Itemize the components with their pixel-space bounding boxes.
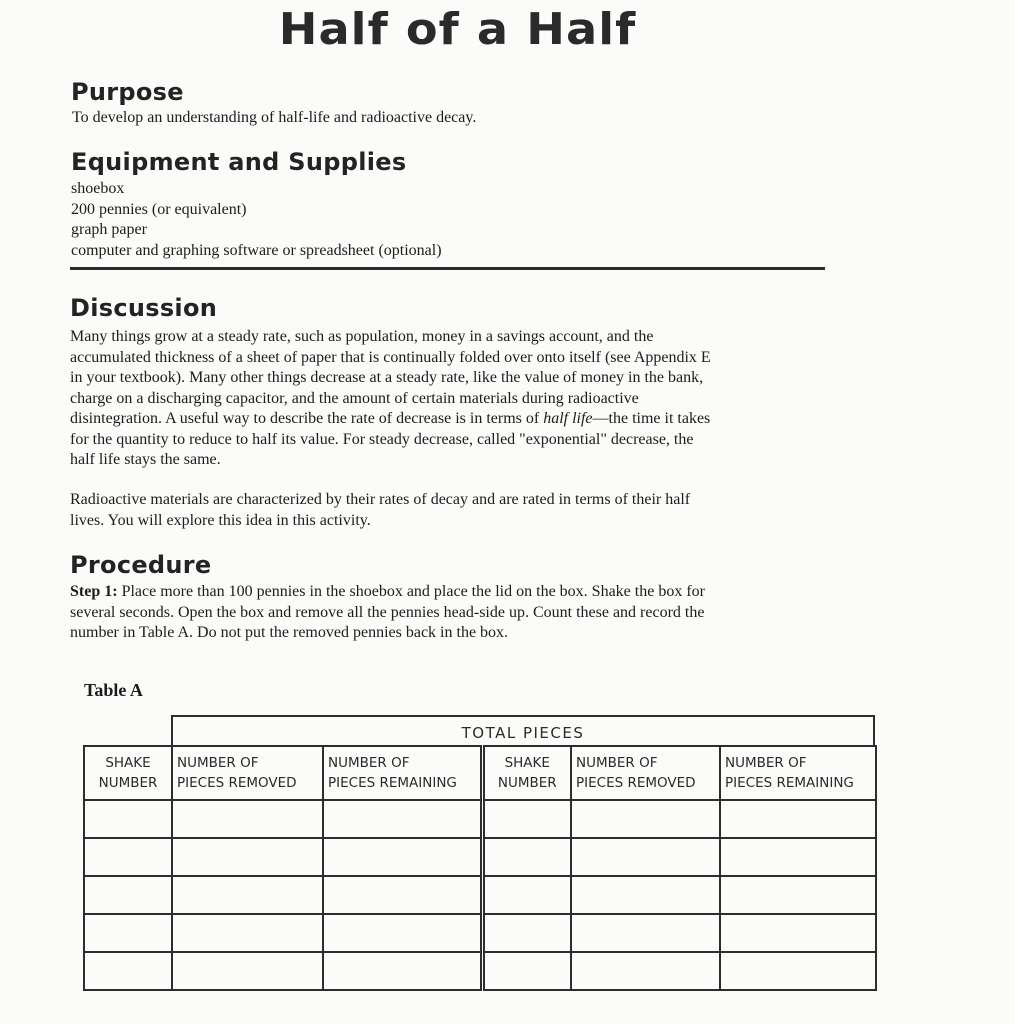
equipment-heading: Equipment and Supplies <box>71 148 407 176</box>
header-line: PIECES REMAINING <box>328 775 457 791</box>
table-cell[interactable] <box>482 952 571 990</box>
discussion-line: in your textbook). Many other things decrease at a steady rate, like the value of money in the bank, <box>70 369 704 386</box>
table-cell[interactable] <box>84 914 172 952</box>
column-header <box>571 746 720 800</box>
table-label: Table A <box>84 680 143 700</box>
discussion-line <box>70 409 711 430</box>
header-line: SHAKE <box>504 755 550 771</box>
column-header <box>323 746 482 800</box>
table-row <box>84 914 876 952</box>
discussion-line: accumulated thickness of a sheet of paper that is continually folded over onto itself (see Appendix E <box>70 348 711 366</box>
table-cell[interactable] <box>482 800 571 838</box>
table-cell[interactable] <box>84 800 172 838</box>
purpose-heading: Purpose <box>71 78 184 106</box>
table-cell[interactable] <box>172 800 323 838</box>
discussion-line: for the quantity to reduce to half its value. For steady decrease, called "exponential" decrease, the <box>70 430 694 448</box>
table-cell[interactable] <box>172 952 323 990</box>
header-line: SHAKE <box>105 755 151 771</box>
table-cell[interactable] <box>482 914 571 952</box>
table-cell[interactable] <box>720 914 876 952</box>
header-line: NUMBER OF <box>576 755 658 771</box>
equipment-item: 200 pennies (or equivalent) <box>71 200 247 218</box>
equipment-item: shoebox <box>71 180 125 197</box>
table-cell[interactable] <box>720 838 876 876</box>
discussion-paragraph-2 <box>70 490 690 531</box>
table-cell[interactable] <box>323 914 482 952</box>
table-cell[interactable] <box>482 838 571 876</box>
column-header <box>482 746 571 800</box>
table-cell[interactable] <box>84 952 172 990</box>
procedure-heading: Procedure <box>70 551 212 579</box>
equipment-item: graph paper <box>71 221 147 238</box>
discussion-line: half life stays the same. <box>70 451 221 468</box>
equipment-item: computer and graphing software or spreadsheet (optional) <box>71 241 442 259</box>
table-cell[interactable] <box>571 914 720 952</box>
table-row <box>84 952 876 990</box>
table-cell[interactable] <box>571 952 720 990</box>
table-cell[interactable] <box>323 952 482 990</box>
table-cell[interactable] <box>323 800 482 838</box>
table-group-header <box>171 715 875 745</box>
procedure-line: number in Table A. Do not put the removed pennies back in the box. <box>70 624 509 641</box>
total-pieces-label: TOTAL PIECES <box>461 724 585 742</box>
table-cell[interactable] <box>720 952 876 990</box>
half-life-term: half life <box>543 410 593 427</box>
table-header-row <box>84 746 876 800</box>
table-cell[interactable] <box>323 876 482 914</box>
header-line: NUMBER <box>497 775 557 791</box>
table-cell[interactable] <box>571 838 720 876</box>
table-cell[interactable] <box>571 876 720 914</box>
header-line: NUMBER OF <box>725 755 807 771</box>
text-segment: —the time it takes <box>592 410 711 427</box>
table-cell[interactable] <box>84 876 172 914</box>
discussion-heading: Discussion <box>70 294 218 322</box>
header-line: NUMBER OF <box>328 755 410 771</box>
header-line: PIECES REMOVED <box>177 775 297 791</box>
table-cell[interactable] <box>172 876 323 914</box>
discussion-line: Radioactive materials are characterized by their rates of decay and are rated in terms of their half <box>70 491 691 508</box>
header-line: PIECES REMOVED <box>576 775 696 791</box>
table-cell[interactable] <box>720 876 876 914</box>
page-title: Half of a Half <box>278 4 637 55</box>
procedure-line: several seconds. Open the box and remove all the pennies head-side up. Count these and record the <box>70 603 705 621</box>
table-cell[interactable] <box>84 838 172 876</box>
table-cell[interactable] <box>720 800 876 838</box>
purpose-text <box>72 108 476 129</box>
data-table <box>83 745 877 991</box>
column-header <box>172 746 323 800</box>
purpose-line: To develop an understanding of half-life and radioactive decay. <box>72 109 477 126</box>
equipment-list <box>71 179 442 261</box>
discussion-paragraph-1 <box>70 327 711 471</box>
discussion-line: Many things grow at a steady rate, such as population, money in a savings account, and the <box>70 328 654 345</box>
table-row <box>84 800 876 838</box>
step-label: Step 1: <box>70 583 118 600</box>
header-line: NUMBER OF <box>177 755 259 771</box>
text-segment: Place more than 100 pennies in the shoebox and place the lid on the box. Shake the box for <box>117 583 705 600</box>
table-cell[interactable] <box>571 800 720 838</box>
procedure-step-1 <box>70 582 705 644</box>
table-cell[interactable] <box>323 838 482 876</box>
header-line: PIECES REMAINING <box>725 775 854 791</box>
header-line: NUMBER <box>98 775 158 791</box>
section-divider <box>70 267 825 270</box>
column-header <box>84 746 172 800</box>
table-row <box>84 876 876 914</box>
table-row <box>84 838 876 876</box>
table-cell[interactable] <box>172 914 323 952</box>
procedure-line <box>70 582 705 603</box>
discussion-line: lives. You will explore this idea in this activity. <box>70 511 371 529</box>
discussion-line: charge on a discharging capacitor, and the amount of certain materials during radioactive <box>70 389 639 407</box>
column-header <box>720 746 876 800</box>
table-cell[interactable] <box>172 838 323 876</box>
text-segment: disintegration. A useful way to describe the rate of decrease is in terms of <box>70 410 544 427</box>
table-cell[interactable] <box>482 876 571 914</box>
